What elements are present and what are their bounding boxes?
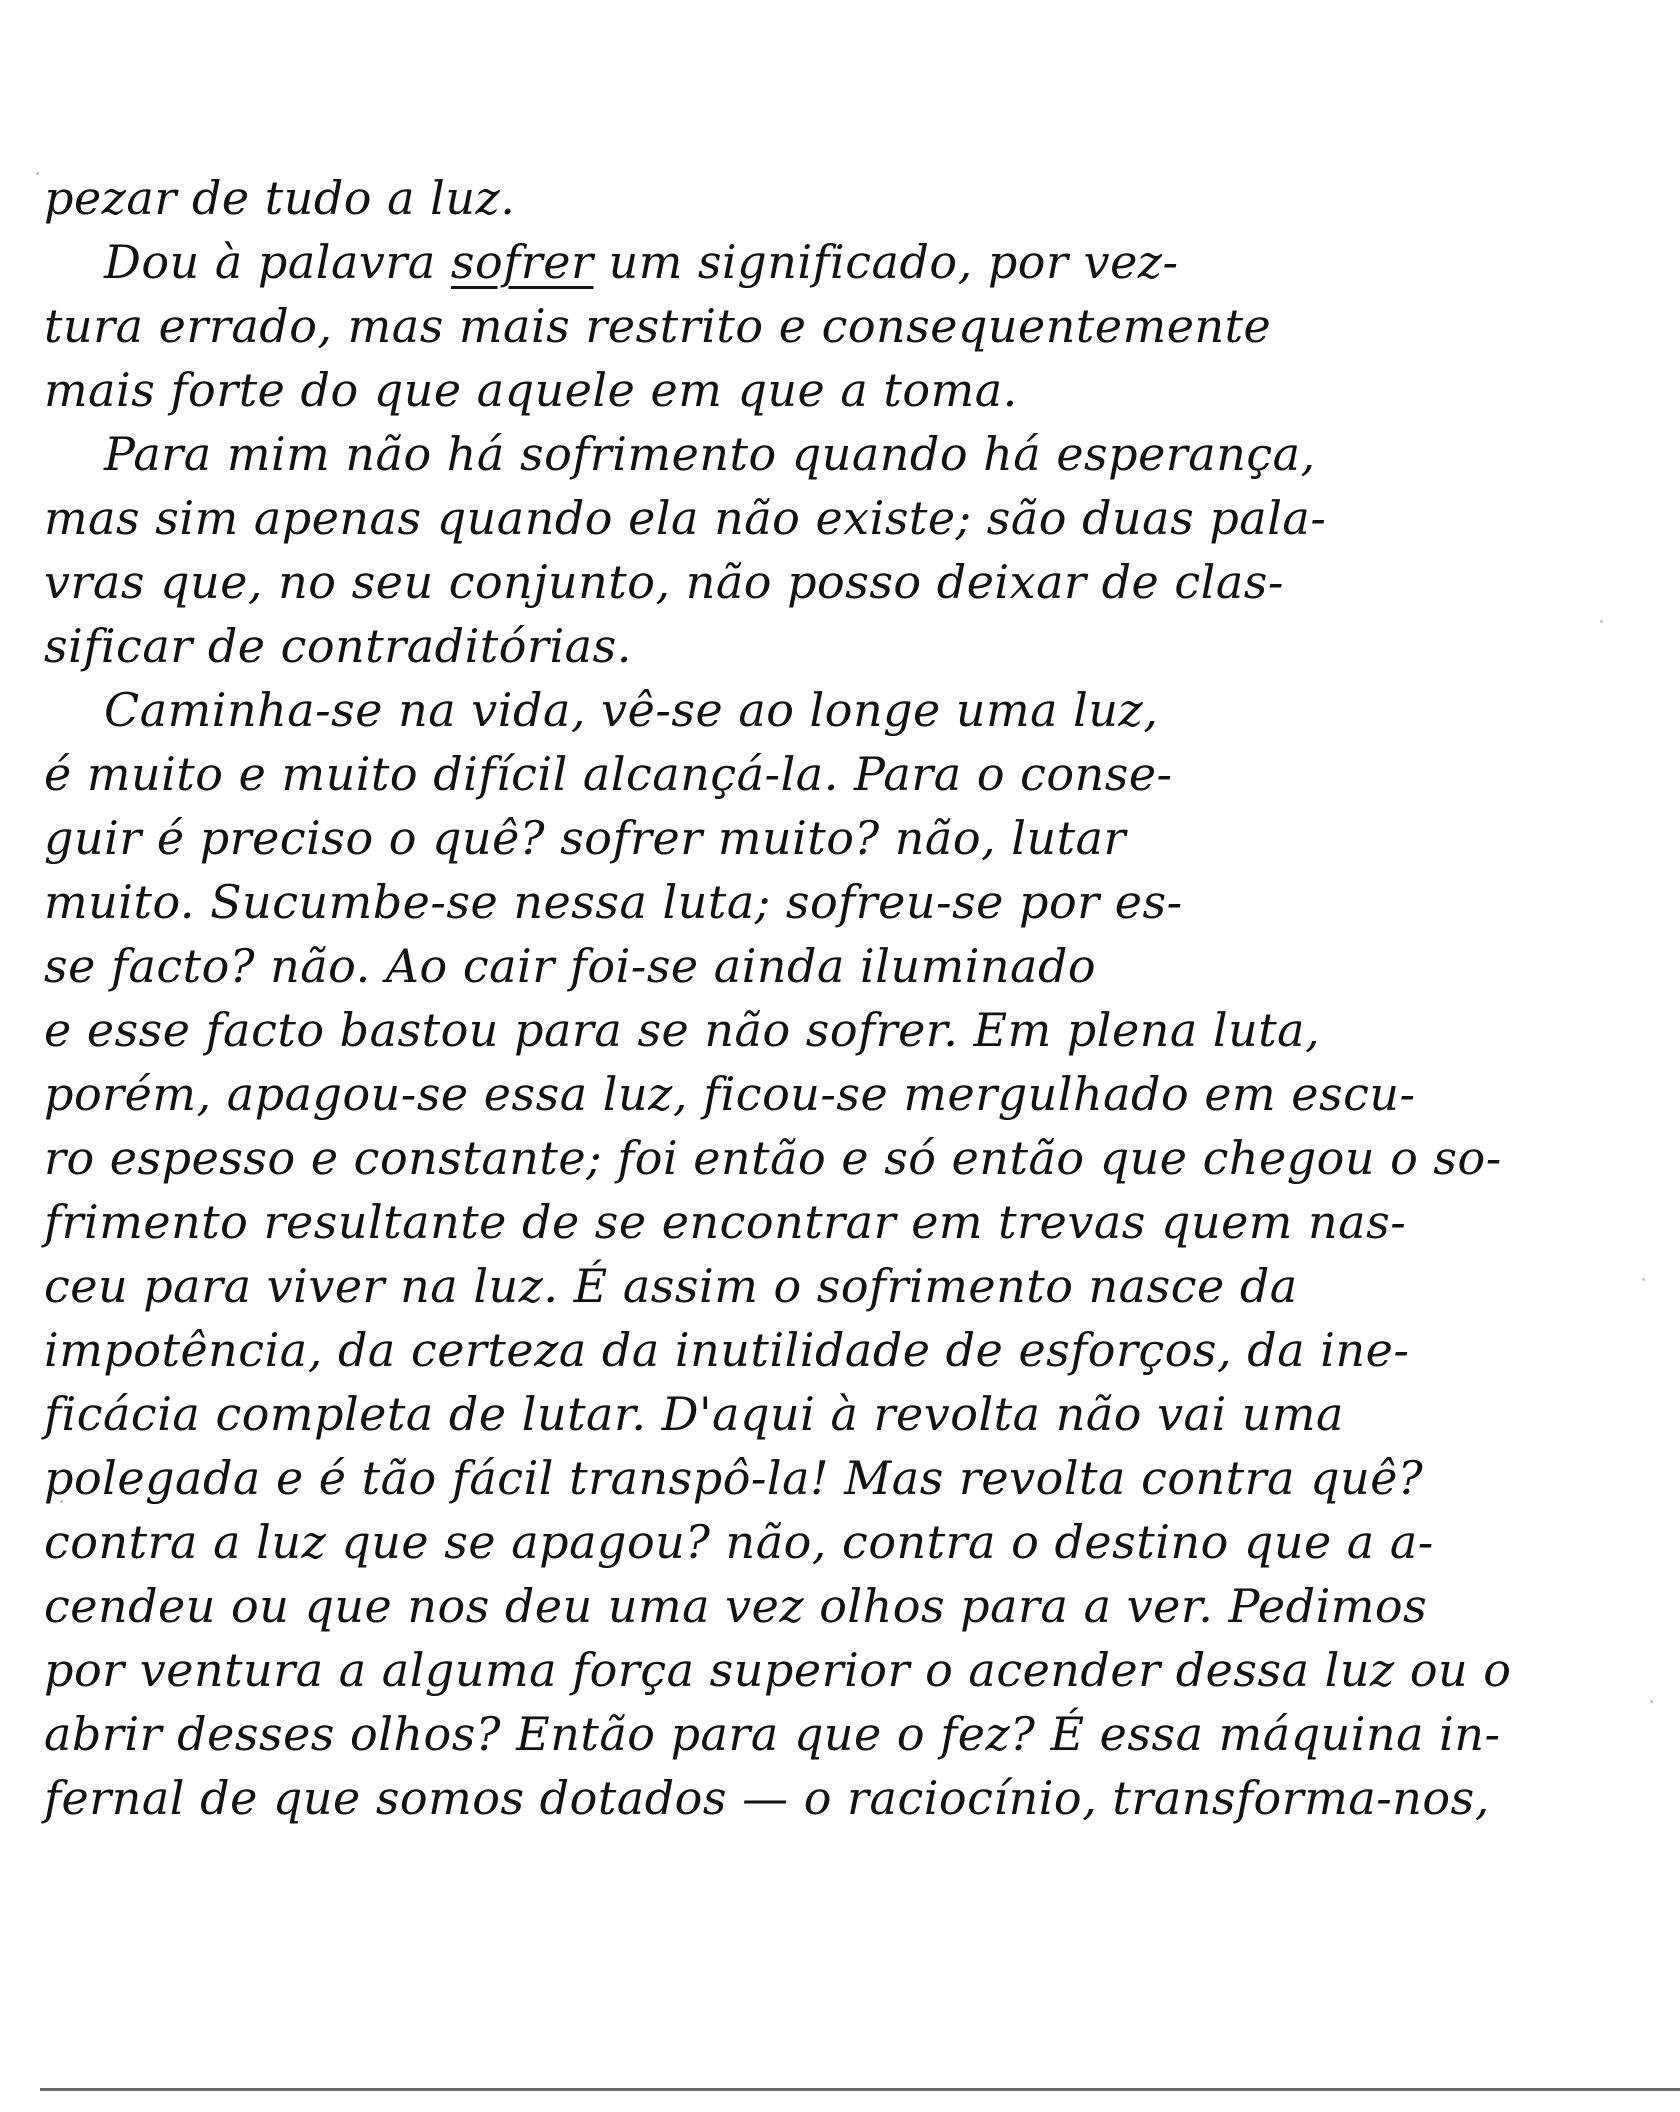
line-2-end: um significado, por vez- [608,235,1179,289]
manuscript-line-6: mas sim apenas quando ela não existe; são duas pala- [44,491,1327,545]
manuscript-line-23: cendeu ou que nos deu uma vez olhos para a ver. Pedimos [44,1579,1428,1633]
manuscript-line-13: se facto? não. Ao cair foi-se ainda iluminado [44,939,1097,993]
manuscript-line-16: ro espesso e constante; foi então e só então que chegou o so- [44,1131,1502,1185]
manuscript-line-3: tura errado, mas mais restrito e consequentemente [44,299,1272,353]
manuscript-line-8: sificar de contraditórias. [44,619,632,673]
manuscript-line-11: guir é preciso o quê? sofrer muito? não, lutar [44,811,1126,865]
manuscript-line-22: contra a luz que se apagou? não, contra o destino que a a- [44,1515,1434,1569]
manuscript-line-21: polegada e é tão fácil transpô-la! Mas revolta contra quê? [44,1451,1424,1505]
manuscript-line-12: muito. Sucumbe-se nessa luta; sofreu-se por es- [44,875,1183,929]
manuscript-line-18: ceu para viver na luz. É assim o sofrimento nasce da [44,1259,1298,1313]
page-bottom-edge [40,2088,1680,2091]
manuscript-line-26: fernal de que somos dotados — o raciocínio, transforma-nos, [44,1771,1490,1825]
manuscript-line-1: pezar de tudo a luz. [44,171,516,225]
manuscript-line-20: ficácia completa de lutar. D'aqui à revolta não vai uma [44,1387,1344,1441]
scan-speck [1600,620,1603,623]
manuscript-line-25: abrir desses olhos? Então para que o fez? É essa máquina in- [44,1707,1501,1761]
manuscript-line-24: por ventura a alguma força superior o acender dessa luz ou o [44,1643,1512,1697]
scan-speck [36,172,39,175]
underlined-word: sofrer [450,235,594,289]
manuscript-line-14: e esse facto bastou para se não sofrer. Em plena luta, [44,1003,1321,1057]
manuscript-line-5: Para mim não há sofrimento quando há esperança, [104,427,1316,481]
manuscript-line-7: vras que, no seu conjunto, não posso deixar de clas- [44,555,1284,609]
scan-speck [1642,1278,1645,1281]
manuscript-line-2 [104,232,1179,292]
manuscript-line-19: impotência, da certeza da inutilidade de esforços, da ine- [44,1323,1410,1377]
manuscript-line-15: porém, apagou-se essa luz, ficou-se mergulhado em escu- [44,1067,1416,1121]
manuscript-line-9: Caminha-se na vida, vê-se ao longe uma luz, [104,683,1159,737]
manuscript-line-17: frimento resultante de se encontrar em trevas quem nas- [44,1195,1407,1249]
manuscript-line-10: é muito e muito difícil alcançá-la. Para o conse- [44,747,1173,801]
scan-speck [1650,1700,1653,1703]
line-2-start: Dou à palavra [104,235,436,289]
manuscript-line-4: mais forte do que aquele em que a toma. [44,363,1018,417]
